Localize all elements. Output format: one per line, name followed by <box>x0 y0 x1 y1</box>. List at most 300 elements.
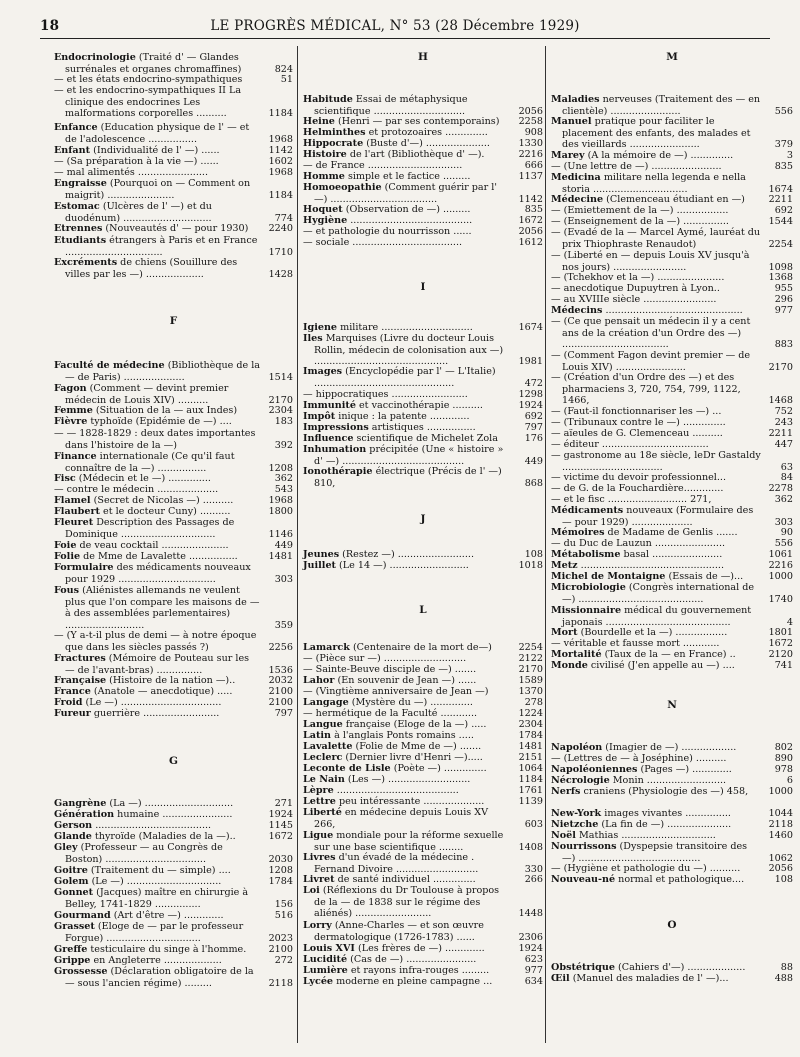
entry-page-number: 1602 <box>268 156 293 167</box>
entry-text: — et les états endocrino-sympathiques <box>54 74 243 85</box>
entry-text: (Taux de la — en France) .. <box>604 649 736 660</box>
index-entry <box>303 171 543 183</box>
index-entry <box>54 551 293 563</box>
entry-page-number: 84 <box>780 472 793 483</box>
entry-keyword: Influence <box>303 433 354 444</box>
entry-text: (Congrès international de —) ......................................... <box>562 582 755 605</box>
entry-keyword: Médicaments <box>551 505 624 516</box>
entry-text: — (Y a-t-il plus de demi — à notre époque que dans les siècles passés ?) <box>54 630 257 653</box>
index-entry <box>551 649 793 661</box>
index-entry <box>54 910 293 922</box>
entry-page-number: 2170 <box>518 664 543 675</box>
index-entry <box>54 585 293 631</box>
index-entry <box>54 74 293 86</box>
entry-text: (La fin de —) ..................... <box>601 819 732 830</box>
entry-page-number: 1612 <box>518 237 543 248</box>
index-entry <box>551 560 793 572</box>
entry-keyword: Lettre <box>303 796 336 807</box>
entry-keyword: Metz <box>551 560 578 571</box>
entry-text: (Dyspepsie transitoire des —) ........................................ <box>562 841 748 864</box>
entry-text: — au XVIIIe siècle ........................ <box>551 294 717 305</box>
entry-text: (Réflexions du Dr Toulouse à propos de la — de 1838 sur le régime des aliénés) ......................... <box>314 885 500 920</box>
entry-page-number: 1924 <box>518 400 543 411</box>
entry-page-number: 908 <box>524 127 543 138</box>
entry-page-number: 1672 <box>518 215 543 226</box>
index-entry <box>54 223 293 235</box>
entry-page-number: 2056 <box>768 863 793 874</box>
index-entry <box>54 201 293 224</box>
entry-keyword: Nouveau-né <box>551 874 616 885</box>
index-entry <box>551 538 793 550</box>
entry-page-number: 2211 <box>768 194 793 205</box>
index-entry <box>54 428 293 451</box>
entry-text: (Observation de —) ......... <box>345 204 471 215</box>
index-entry <box>54 360 293 383</box>
entry-keyword: Etrennes <box>54 223 103 234</box>
section-letter: J <box>420 513 426 525</box>
index-entry <box>303 411 543 423</box>
entry-text: simple et le factice ......... <box>347 171 471 182</box>
index-entry <box>54 405 293 417</box>
index-entry <box>54 809 293 821</box>
index-entry <box>303 719 543 731</box>
entry-text: (Poète —) .............. <box>393 763 487 774</box>
index-entry <box>303 763 543 775</box>
entry-text: moderne en pleine campagne ... <box>336 976 493 987</box>
index-entry <box>551 527 793 539</box>
entry-keyword: Obstétrique <box>551 962 615 973</box>
entry-page-number: 774 <box>274 212 293 224</box>
entry-keyword: Etudiants <box>54 235 107 246</box>
entry-text: basal ....................... <box>623 549 723 560</box>
entry-keyword: Liberté <box>303 807 342 818</box>
entry-text: ...................................... <box>95 820 212 831</box>
entry-text: en médecine depuis Louis XV 266, <box>314 807 489 830</box>
entry-text: — (Vingtième anniversaire de Jean —) <box>303 686 489 697</box>
entry-page-number: 2023 <box>268 932 293 944</box>
index-entry <box>303 752 543 764</box>
index-entry <box>303 138 543 150</box>
entry-page-number: 802 <box>774 742 793 753</box>
entry-page-number: 1448 <box>518 908 543 920</box>
entry-keyword: Latin <box>303 730 332 741</box>
index-entry <box>54 675 293 687</box>
entry-page-number: 488 <box>774 973 793 984</box>
index-entry <box>54 831 293 843</box>
entry-text: — Sainte-Beuve disciple de —) ....... <box>303 664 477 675</box>
index-entry <box>54 944 293 956</box>
entry-keyword: Lumière <box>303 965 348 976</box>
entry-page-number: 1536 <box>268 664 293 676</box>
entry-text: (Individualité de l' —) ...... <box>93 145 220 156</box>
entry-page-number: 2278 <box>768 483 793 494</box>
index-entry <box>54 156 293 168</box>
entry-keyword: Fleuret <box>54 517 94 528</box>
entry-page-number: 362 <box>274 473 293 484</box>
index-entry <box>54 540 293 552</box>
entry-page-number: 1589 <box>518 675 543 686</box>
index-entry <box>551 549 793 561</box>
entry-page-number: 2056 <box>518 226 543 237</box>
entry-page-number: 1740 <box>768 593 793 605</box>
index-entry <box>303 422 543 434</box>
entry-text: craniens (Physiologie des —) 458, <box>583 786 749 797</box>
entry-page-number: 1710 <box>268 246 293 258</box>
entry-text: (Eloge de — par le professeur Forgue) ............................... <box>65 921 244 944</box>
entry-text: (Restez —) ......................... <box>342 549 475 560</box>
entry-keyword: Métabolisme <box>551 549 621 560</box>
entry-page-number: 1000 <box>768 571 793 582</box>
entry-page-number: 1208 <box>268 462 293 474</box>
entry-page-number: 1044 <box>768 808 793 819</box>
entry-page-number: 1146 <box>268 528 293 540</box>
index-entry <box>303 796 543 808</box>
entry-page-number: 2100 <box>268 686 293 697</box>
entry-text: (Médecin et le —) .............. <box>78 473 211 484</box>
entry-page-number: 603 <box>524 818 543 830</box>
entry-keyword: Excréments <box>54 257 118 268</box>
entry-page-number: 1184 <box>268 189 293 201</box>
entry-keyword: Igiene <box>303 322 338 333</box>
section-letter: O <box>667 919 677 931</box>
entry-page-number: 63 <box>780 461 793 473</box>
entry-page-number: 303 <box>774 516 793 528</box>
entry-keyword: Helminthes <box>303 127 366 138</box>
entry-text: (Cas de —) ....................... <box>350 954 477 965</box>
entry-text: (Bibliothèque de la — de Paris) .................... <box>65 360 261 383</box>
entry-text: ............................................. <box>605 305 743 316</box>
entry-page-number: 2170 <box>268 394 293 406</box>
entry-text: — et pathologie du nourrisson ...... <box>303 226 472 237</box>
entry-page-number: 2120 <box>768 649 793 660</box>
entry-page-number: 1428 <box>268 268 293 280</box>
index-entry <box>551 753 793 765</box>
entry-keyword: Lycée <box>303 976 334 987</box>
section-letter: M <box>666 51 678 63</box>
entry-keyword: Mémoires <box>551 527 605 538</box>
entry-text: — (Evadé de la — Marcel Aymé, lauréat du prix Thiophraste Renaudot) <box>551 227 761 250</box>
entry-page-number: 978 <box>774 764 793 775</box>
entry-text: (La —) ............................. <box>109 798 234 809</box>
index-entry <box>551 428 793 440</box>
entry-page-number: 1184 <box>268 108 293 120</box>
entry-page-number: 243 <box>774 417 793 428</box>
index-entry <box>303 642 543 654</box>
index-entry <box>551 841 793 864</box>
entry-keyword: Napoléon <box>551 742 603 753</box>
index-entry <box>551 764 793 776</box>
entry-keyword: Grasset <box>54 921 95 932</box>
index-entry <box>551 660 793 672</box>
entry-text: (Pourquoi on — Comment on maigrit) ...................... <box>65 178 251 201</box>
entry-text: (Pages —) ............. <box>640 764 732 775</box>
entry-keyword: Foie <box>54 540 77 551</box>
entry-page-number: 2304 <box>518 719 543 730</box>
entry-text: en Angleterre ................... <box>93 955 222 966</box>
entry-page-number: 1544 <box>768 216 793 227</box>
index-entry <box>303 94 543 117</box>
entry-keyword: Génération <box>54 809 115 820</box>
entry-keyword: Impôt <box>303 411 336 422</box>
index-entry <box>54 85 293 120</box>
index-entry <box>303 954 543 966</box>
entry-keyword: Formulaire <box>54 562 114 573</box>
entry-keyword: Flaubert <box>54 506 100 517</box>
entry-page-number: 1924 <box>268 809 293 820</box>
index-entry <box>54 484 293 496</box>
entry-keyword: Jeunes <box>303 549 340 560</box>
index-entry <box>551 116 793 151</box>
entry-text: (Clemenceau étudiant en —) <box>606 194 745 205</box>
index-entry <box>54 630 293 653</box>
entry-text: (Encyclopédie par l' — L'Italie) .............................................. <box>314 366 496 389</box>
index-entry <box>54 506 293 518</box>
entry-text: — (Enseignement de la —) ............... <box>551 216 729 227</box>
entry-page-number: 108 <box>524 549 543 560</box>
entry-text: (Les frères de —) ............. <box>357 943 485 954</box>
entry-page-number: 1674 <box>518 322 543 333</box>
index-entry <box>54 122 293 145</box>
index-entry <box>303 697 543 709</box>
page-number: 18 <box>40 18 60 34</box>
index-entry <box>551 786 793 798</box>
entry-keyword: Froid <box>54 697 83 708</box>
entry-keyword: Française <box>54 675 107 686</box>
entry-keyword: Femme <box>54 405 93 416</box>
index-entry <box>551 627 793 639</box>
entry-keyword: Homoeopathie <box>303 182 382 193</box>
entry-page-number: 88 <box>780 962 793 973</box>
entry-text: Description des Passages de Dominique ............................... <box>65 517 235 540</box>
entry-page-number: 666 <box>524 160 543 171</box>
index-entry <box>551 863 793 875</box>
entry-text: de Mme de Lavalette ................ <box>83 551 238 562</box>
entry-page-number: 2306 <box>518 931 543 943</box>
entry-keyword: Gley <box>54 842 78 853</box>
index-entry <box>54 235 293 258</box>
index-entry <box>303 182 543 205</box>
entry-text: nerveuses (Traitement des — en clientèle) ....................... <box>562 94 761 117</box>
entry-page-number: 634 <box>524 976 543 987</box>
entry-page-number: 1460 <box>768 830 793 841</box>
page-header <box>30 18 760 34</box>
entry-text: (En souvenir de Jean —) ...... <box>337 675 477 686</box>
entry-keyword: Médecine <box>551 194 604 205</box>
entry-keyword: Noël <box>551 830 576 841</box>
entry-page-number: 183 <box>274 416 293 427</box>
entry-keyword: France <box>54 686 91 697</box>
entry-page-number: 1968 <box>268 167 293 178</box>
index-entry <box>551 272 793 284</box>
entry-text: — anecdotique Dupuytren à Lyon.. <box>551 283 720 294</box>
index-entry <box>54 178 293 201</box>
entry-keyword: Lucidité <box>303 954 348 965</box>
entry-text: ........................................ <box>336 785 459 796</box>
entry-keyword: Lorry <box>303 920 332 931</box>
entry-text: de chiens (Souillure des villes par les —) ................... <box>65 257 238 280</box>
entry-page-number: 1142 <box>268 145 293 156</box>
entry-keyword: Estomac <box>54 201 100 212</box>
entry-text: mondiale pour la réforme sexuelle sur une base scientifique ........ <box>314 830 504 853</box>
index-entry <box>303 830 543 853</box>
entry-page-number: 1408 <box>518 841 543 853</box>
entry-page-number: 835 <box>524 204 543 215</box>
entry-page-number: 1137 <box>518 171 543 182</box>
index-entry <box>551 962 793 974</box>
entry-keyword: Habitude <box>303 94 353 105</box>
entry-page-number: 556 <box>774 538 793 549</box>
entry-page-number: 1481 <box>518 741 543 752</box>
entry-page-number: 1208 <box>268 865 293 876</box>
entry-page-number: 472 <box>524 377 543 389</box>
entry-keyword: Loi <box>303 885 320 896</box>
entry-text: — aïeules de G. Clemenceau .......... <box>551 428 723 439</box>
entry-text: (Dernier livre d'Henri —)..... <box>345 752 483 763</box>
entry-keyword: Médecins <box>551 305 603 316</box>
entry-text: — victime du devoir professionnel... <box>551 472 727 483</box>
entry-text: normal et pathologique.... <box>618 874 745 885</box>
entry-page-number: 1368 <box>768 272 793 283</box>
index-entry <box>303 653 543 665</box>
entry-text: (Manuel des maladies de l' —)... <box>572 973 729 984</box>
entry-text: électrique (Précis de l' —) 810, <box>314 466 502 489</box>
index-entry <box>303 127 543 139</box>
entry-keyword: Missionnaire <box>551 605 622 616</box>
entry-text: Monin .......................... <box>612 775 727 786</box>
entry-page-number: 955 <box>774 283 793 294</box>
index-entry <box>551 819 793 831</box>
entry-page-number: 1330 <box>518 138 543 149</box>
entry-page-number: 1968 <box>268 133 293 145</box>
entry-text: (A la mémoire de —) .............. <box>587 150 734 161</box>
index-entry <box>54 416 293 428</box>
index-entry <box>54 495 293 507</box>
entry-keyword: Gonnet <box>54 887 94 898</box>
index-entry <box>303 943 543 955</box>
index-entry <box>54 842 293 865</box>
index-entry <box>551 505 793 528</box>
entry-text: (Henri — par ses contemporains) <box>337 116 500 127</box>
index-entry <box>303 116 543 128</box>
entry-text: — hippocratiques ......................... <box>303 389 468 400</box>
entry-page-number: 1142 <box>518 193 543 205</box>
entry-text: thyroïde (Maladies de la —).. <box>94 831 236 842</box>
entry-page-number: 108 <box>774 874 793 885</box>
entry-text: — (Pièce sur —) ........................... <box>303 653 467 664</box>
index-entry <box>54 257 293 280</box>
entry-text: typhoïde (Epidémie de —) .... <box>90 416 232 427</box>
entry-page-number: 797 <box>524 422 543 433</box>
entry-page-number: 90 <box>780 527 793 538</box>
entry-keyword: Nietzche <box>551 819 599 830</box>
entry-keyword: Enfant <box>54 145 91 156</box>
index-entry <box>303 785 543 797</box>
entry-text: — (Ce que pensait un médecin il y a cent ans de la création d'un Ordre des —) ................................... <box>551 316 751 351</box>
entry-keyword: Inhumation <box>303 444 367 455</box>
entry-text: des médicaments nouveaux pour 1929 ................................ <box>65 562 251 585</box>
index-entry <box>551 316 793 351</box>
entry-page-number: 1468 <box>768 395 793 407</box>
section-letter: G <box>169 755 178 767</box>
index-entry <box>551 194 793 206</box>
section-letter: H <box>418 51 428 63</box>
index-entry <box>54 473 293 485</box>
entry-page-number: 296 <box>774 294 793 305</box>
entry-page-number: 362 <box>774 494 793 505</box>
index-entry <box>54 167 293 179</box>
entry-text: civilisé (J'en appelle au —) .... <box>590 660 735 671</box>
entry-text: (Secret de Nicolas —) .......... <box>93 495 234 506</box>
entry-text: (Professeur — au Congrès de Boston) ................................. <box>65 842 223 865</box>
entry-keyword: Medicina <box>551 172 601 183</box>
entry-text: Mathias ............................... <box>578 830 716 841</box>
column-divider-2 <box>545 46 546 1043</box>
entry-text: (Mystère du —) .............. <box>351 697 473 708</box>
index-entry <box>551 439 793 451</box>
index-entry <box>54 451 293 474</box>
entry-keyword: Michel de Montaigne <box>551 571 666 582</box>
entry-page-number: 447 <box>774 439 793 450</box>
index-entry <box>54 865 293 877</box>
entry-page-number: 741 <box>774 660 793 671</box>
index-entry <box>303 920 543 943</box>
index-entry <box>303 366 543 389</box>
entry-keyword: Hygiène <box>303 215 348 226</box>
entry-text: — (Création d'un Ordre des —) et des pharmaciens 3, 720, 754, 799, 1122, 1466, <box>551 372 741 407</box>
entry-keyword: Monde <box>551 660 588 671</box>
entry-page-number: 2100 <box>268 697 293 708</box>
entry-text: — (Comment Fagon devint premier — de Louis XIV) ....................... <box>551 350 751 373</box>
entry-text: (Art d'être —) ............. <box>113 910 224 921</box>
entry-keyword: Goitre <box>54 865 88 876</box>
index-entry <box>551 775 793 787</box>
entry-text: de veau cocktail ...................... <box>79 540 229 551</box>
entry-page-number: 330 <box>524 863 543 875</box>
index-entry <box>551 494 793 506</box>
entry-page-number: 2056 <box>518 105 543 117</box>
entry-page-number: 2030 <box>268 853 293 865</box>
entry-text: (Les —) ........................... <box>347 774 471 785</box>
entry-text: (Le 14 —) .......................... <box>339 560 469 571</box>
index-entry <box>54 820 293 832</box>
entry-page-number: 449 <box>524 455 543 467</box>
entry-keyword: Langage <box>303 697 349 708</box>
entry-keyword: Fagon <box>54 383 87 394</box>
index-entry <box>303 549 543 561</box>
entry-keyword: Fisc <box>54 473 76 484</box>
index-entry <box>54 383 293 406</box>
entry-text: (Cahiers d'—) ................... <box>617 962 746 973</box>
index-entry <box>303 976 543 988</box>
entry-page-number: 2240 <box>268 223 293 234</box>
index-entry <box>303 807 543 830</box>
entry-page-number: 1761 <box>518 785 543 796</box>
entry-text: humaine ....................... <box>117 809 233 820</box>
entry-text: et protozoaires .............. <box>368 127 488 138</box>
entry-keyword: Livres <box>303 852 336 863</box>
index-entry <box>303 730 543 742</box>
entry-text: — (Tchekhov et la —) ...................... <box>551 272 725 283</box>
index-entry <box>551 227 793 250</box>
entry-keyword: Images <box>303 366 343 377</box>
entry-keyword: Golem <box>54 876 89 887</box>
index-entry <box>303 237 543 249</box>
entry-keyword: Nécrologie <box>551 775 610 786</box>
index-entry <box>303 560 543 572</box>
section-letter: N <box>667 699 677 711</box>
entry-keyword: Lavalette <box>303 741 353 752</box>
entry-page-number: 2032 <box>268 675 293 686</box>
